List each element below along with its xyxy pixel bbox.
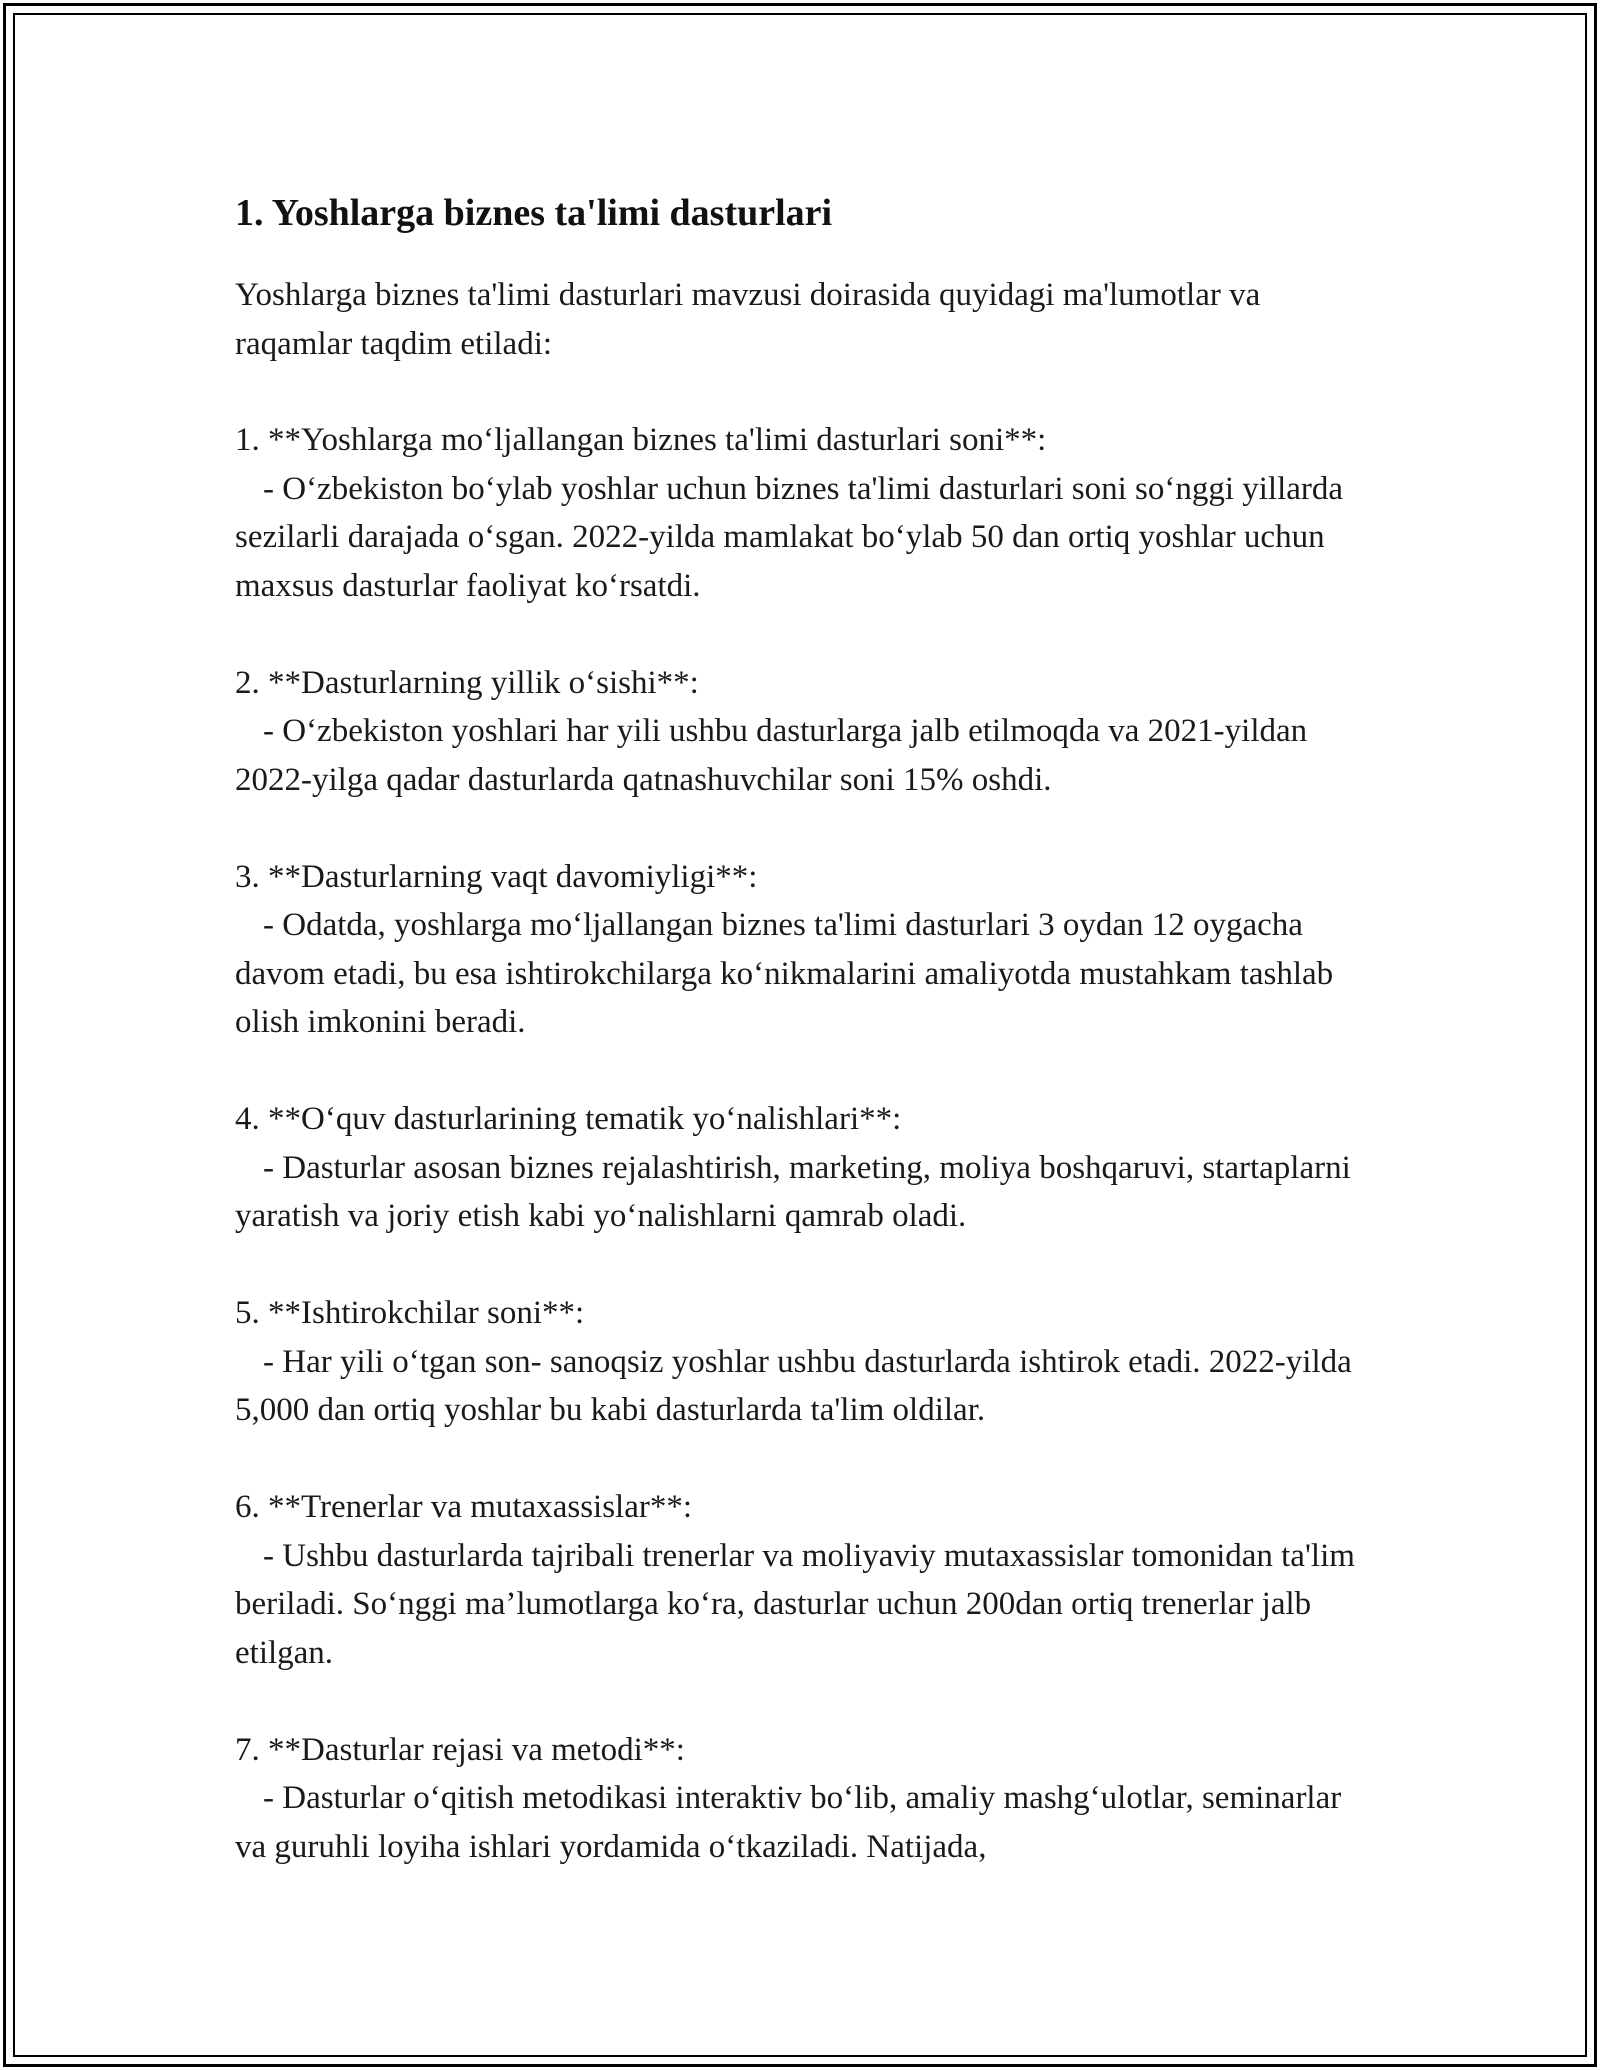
list-item-heading: 3. **Dasturlarning vaqt davomiyligi**:	[235, 858, 758, 895]
list-item	[235, 853, 1375, 1047]
list-item-body: - O‘zbekiston bo‘ylab yoshlar uchun biznes ta'limi dasturlari soni so‘nggi yillarda sezilarli darajada o‘sgan. 2022-yilda mamlakat bo‘ylab 50 dan ortiq yoshlar uchun maxsus dasturlar faoliyat ko‘rsatdi.	[235, 470, 1344, 604]
list-item	[235, 1483, 1375, 1677]
list-item-heading: 7. **Dasturlar rejasi va metodi**:	[235, 1731, 685, 1768]
list-item-heading: 6. **Trenerlar va mutaxassislar**:	[235, 1489, 693, 1525]
intro-paragraph: Yoshlarga biznes ta'limi dasturlari mavzusi doirasida quyidagi ma'lumotlar va raqamlar taqdim etiladi:	[235, 277, 1261, 362]
document-content	[235, 185, 1375, 1920]
list-item-body: - Odatda, yoshlarga mo‘ljallangan biznes ta'limi dasturlari 3 oydan 12 oygacha davom etadi, bu esa ishtirokchilarga ko‘nikmalarini amaliyotda mustahkam tashlab olish imkonini beradi.	[235, 907, 1334, 1040]
list-item-body: - Ushbu dasturlarda tajribali trenerlar va moliyaviy mutaxassislar tomonidan ta'lim beriladi. So‘nggi ma’lumotlarga ko‘ra, dasturlar uchun 200dan ortiq trenerlar jalb etilgan.	[235, 1537, 1355, 1671]
list-item-body: - Dasturlar asosan biznes rejalashtirish, marketing, moliya boshqaruvi, startaplarni yaratish va joriy etish kabi yo‘nalishlarni qamrab oladi.	[235, 1149, 1351, 1234]
list-item	[235, 1095, 1375, 1241]
list-item-heading: 2. **Dasturlarning yillik o‘sishi**:	[235, 664, 699, 701]
list-item	[235, 416, 1375, 610]
list-item-heading: 5. **Ishtirokchilar soni**:	[235, 1295, 585, 1331]
document-title: 1. Yoshlarga biznes ta'limi dasturlari	[235, 192, 833, 234]
list-item	[235, 1289, 1375, 1435]
list-item-body: - O‘zbekiston yoshlari har yili ushbu dasturlarga jalb etilmoqda va 2021-yildan 2022-yilga qadar dasturlarda qatnashuvchilar soni 15% oshdi.	[235, 713, 1308, 798]
list-item-body: - Har yili o‘tgan son- sanoqsiz yoshlar ushbu dasturlarda ishtirok etadi. 2022-yilda 5,000 dan ortiq yoshlar bu kabi dasturlarda ta'lim oldilar.	[235, 1343, 1352, 1428]
list-item-heading: 4. **O‘quv dasturlarining tematik yo‘nalishlari**:	[235, 1101, 902, 1137]
list-item-heading: 1. **Yoshlarga mo‘ljallangan biznes ta'limi dasturlari soni**:	[235, 422, 1047, 458]
list-item	[235, 659, 1375, 805]
list-item	[235, 1726, 1375, 1872]
list-item-body: - Dasturlar o‘qitish metodikasi interaktiv bo‘lib, amaliy mashg‘ulotlar, seminarlar va guruhli loyiha ishlari yordamida o‘tkaziladi. Natijada,	[235, 1780, 1342, 1865]
